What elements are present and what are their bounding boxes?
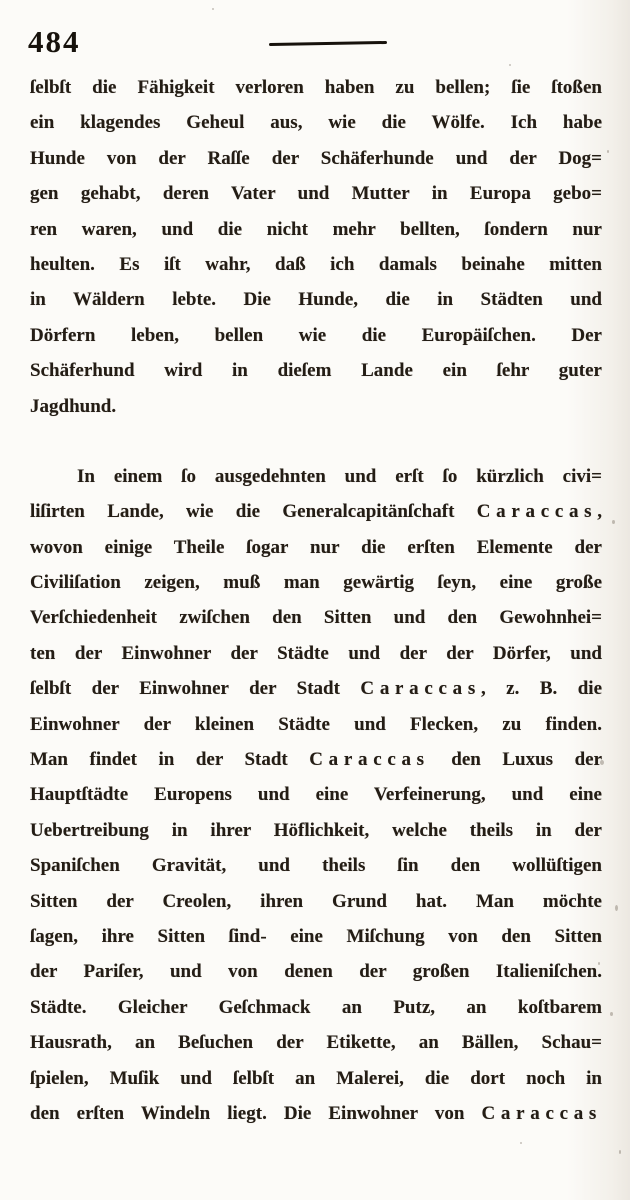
text-segment: der Pariſer, und von denen der großen Italieniſchen. <box>30 961 602 983</box>
scan-speck <box>619 1150 621 1154</box>
text-segment: Städte. Gleicher Geſchmack an Putz, an koſtbarem <box>30 996 602 1018</box>
text-line <box>30 389 602 424</box>
text-segment: den Luxus der <box>429 749 602 771</box>
text-line <box>30 777 602 812</box>
scan-speck <box>509 64 511 66</box>
spaced-word: Caraccas <box>309 749 430 771</box>
text-line <box>30 884 602 919</box>
text-segment: Verſchiedenheit zwiſchen den Sitten und den Gewohnhei= <box>30 607 602 629</box>
text-segment: Hausrath, an Beſuchen der Etikette, an Bällen, Schau= <box>30 1032 602 1054</box>
text-line <box>30 70 602 105</box>
text-line <box>30 671 602 706</box>
text-line <box>30 636 602 671</box>
text-segment: , z. B. die <box>480 678 603 700</box>
spaced-word: Caraccas <box>360 678 481 700</box>
scan-speck <box>607 150 609 153</box>
text-line <box>30 318 602 353</box>
text-line <box>30 813 602 848</box>
text-line <box>30 494 602 529</box>
text-line <box>30 282 602 317</box>
text-segment: Civiliſation zeigen, muß man gewärtig ſeyn, eine große <box>30 572 602 594</box>
text-segment: Einwohner der kleinen Städte und Flecken, zu finden. <box>30 713 602 735</box>
text-segment: Hauptſtädte Europens und eine Verfeinerung, und eine <box>30 784 602 806</box>
text-segment: ten der Einwohner der Städte und der der Dörfer, und <box>30 642 602 664</box>
header-rule <box>269 41 387 46</box>
text-line <box>30 530 602 565</box>
text-line <box>30 176 602 211</box>
scan-speck <box>520 1142 522 1144</box>
text-segment: ren waren, und die nicht mehr bellten, ſondern nur <box>30 218 602 240</box>
text-segment: wovon einige Theile ſogar nur die erſten Elemente der <box>30 536 602 558</box>
text-line <box>30 459 602 494</box>
text-line <box>30 141 602 176</box>
text-line <box>30 1025 602 1060</box>
text-line <box>30 600 602 635</box>
text-line <box>30 353 602 388</box>
scan-speck <box>610 1012 613 1016</box>
text-block <box>30 70 602 1131</box>
paragraph <box>30 70 602 424</box>
scan-speck <box>612 520 615 524</box>
page-number: 484 <box>28 24 81 59</box>
text-line <box>30 565 602 600</box>
text-line <box>30 707 602 742</box>
text-line <box>30 105 602 140</box>
text-segment: Sitten der Creolen, ihren Grund hat. Man möchte <box>30 890 602 912</box>
text-segment: Hunde von der Raſſe der Schäferhunde und der Dog= <box>30 147 602 169</box>
text-segment: Jagdhund. <box>30 395 117 417</box>
text-segment: ſagen, ihre Sitten ſind- eine Miſchung von den Sitten <box>30 925 602 947</box>
text-segment: den erſten Windeln liegt. Die Einwohner von <box>30 1102 482 1124</box>
scan-speck <box>600 760 604 765</box>
paragraph <box>30 459 602 1131</box>
scan-speck <box>212 8 214 10</box>
spaced-word: Caraccas <box>481 1102 602 1124</box>
text-line <box>30 990 602 1025</box>
text-segment: ſelbſt die Fähigkeit verloren haben zu bellen; ſie ſtoßen <box>30 77 602 98</box>
text-segment: ein klagendes Geheul aus, wie die Wölfe. Ich habe <box>30 112 602 134</box>
text-line <box>30 954 602 989</box>
text-segment: ſpielen, Muſik und ſelbſt an Malerei, die dort noch in <box>30 1067 602 1089</box>
scan-speck <box>615 905 618 911</box>
text-line <box>30 1061 602 1096</box>
scan-speck <box>598 962 600 965</box>
text-segment: Uebertreibung in ihrer Höflichkeit, welche theils in der <box>30 819 602 841</box>
text-segment: heulten. Es iſt wahr, daß ich damals beinahe mitten <box>30 253 602 275</box>
spaced-word: Caraccas <box>476 501 598 523</box>
text-line <box>30 247 602 282</box>
text-segment: ſelbſt der Einwohner der Stadt <box>30 678 361 700</box>
text-line <box>30 1096 602 1131</box>
text-segment: In einem ſo ausgedehnten und erſt ſo kürzlich civi= <box>77 465 602 487</box>
text-segment: liſirten Lande, wie die Generalcapitänſchaft <box>30 501 477 523</box>
text-segment: Man findet in der Stadt <box>30 749 310 771</box>
text-segment: Schäferhund wird in dieſem Lande ein ſehr guter <box>30 360 602 382</box>
text-line <box>30 212 602 247</box>
text-segment: gen gehabt, deren Vater und Mutter in Europa gebo= <box>30 183 602 205</box>
text-segment: Spaniſchen Gravität, und theils ſin den wollüſtigen <box>30 855 602 877</box>
text-line <box>30 742 602 777</box>
text-line <box>30 848 602 883</box>
text-segment: Dörfern leben, bellen wie die Europäiſchen. Der <box>30 324 602 346</box>
text-segment: , <box>597 501 602 523</box>
text-line <box>30 919 602 954</box>
text-segment: in Wäldern lebte. Die Hunde, die in Städten und <box>30 289 602 311</box>
